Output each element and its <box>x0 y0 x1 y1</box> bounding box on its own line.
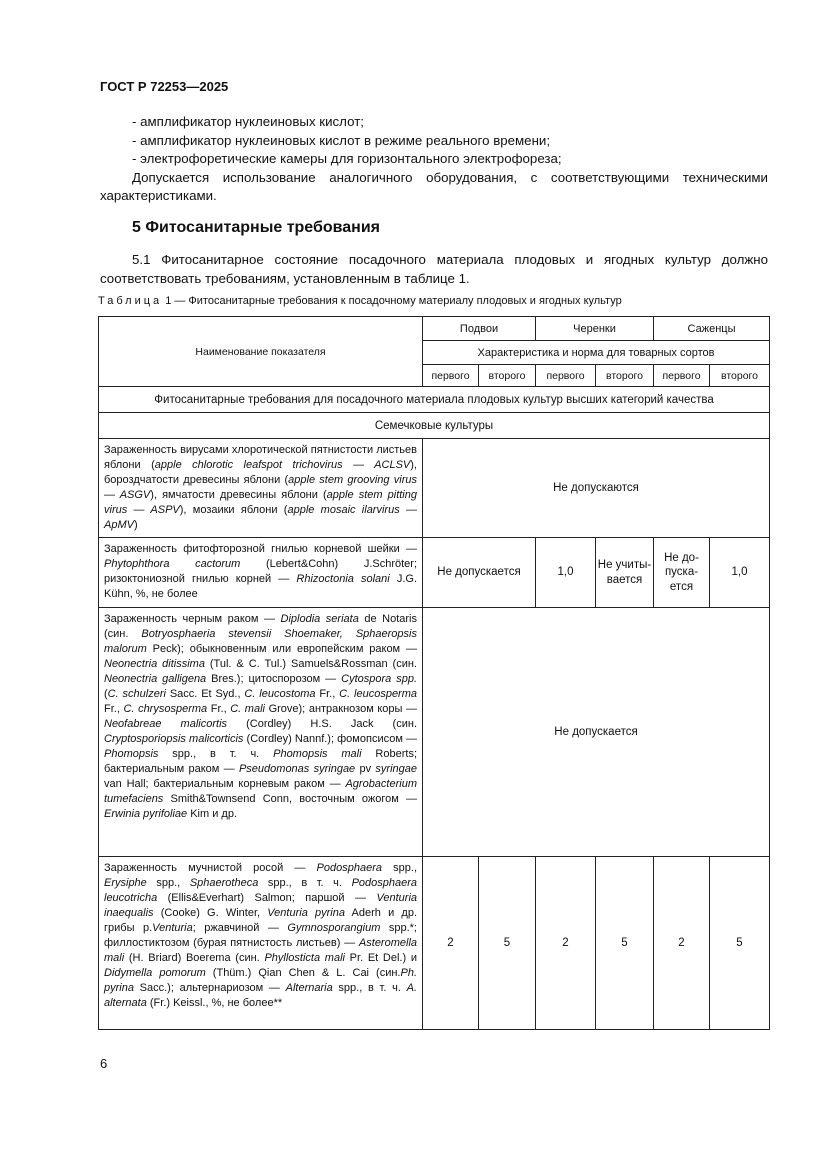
text-fragment: J.G. Kühn, %, не более <box>104 573 418 600</box>
page-number: 6 <box>100 1056 108 1071</box>
text-fragment: Smith&Townsend Conn, восточным ожогом — <box>163 793 417 805</box>
table-row <box>99 608 770 857</box>
text-fragment: spp.*; филлостиктозом (бурая пятнистость листьев) — <box>104 922 417 949</box>
latin-name: C. leucostoma <box>244 688 316 700</box>
value-cell: 5 <box>710 857 770 1030</box>
equipment-item: - амплификатор нуклеиновых кислот в режиме реального времени; <box>132 132 551 148</box>
latin-name: Agrobacterium tumefaciens <box>104 778 417 805</box>
value-cell: 1,0 <box>536 538 596 608</box>
column-group-seedlings: Саженцы <box>654 317 770 341</box>
text-fragment: Sacc.); альтернариозом — <box>133 982 286 994</box>
latin-name: syringae <box>375 763 417 775</box>
text-fragment: spp., в т. ч. <box>158 748 274 760</box>
text-fragment: spp., в т. ч. <box>258 877 352 889</box>
table-caption <box>98 295 622 307</box>
section-header-cell: Фитосанитарные требования для посадочного материала плодовых культур высших категорий качества <box>99 387 770 413</box>
value-cell: 2 <box>423 857 479 1030</box>
text-fragment: (Lebert&Cohn) J.Schröter; ризоктониозной гнилью корней — <box>104 558 417 585</box>
column-group-cuttings: Черенки <box>536 317 654 341</box>
equipment-list <box>100 113 768 206</box>
latin-name: apple chlorotic leafspot trichovirus — ACLSV <box>154 459 411 471</box>
text-fragment: Roberts; бактериальным раком — <box>104 748 417 775</box>
column-group-rootstocks: Подвои <box>423 317 536 341</box>
text-fragment: pv <box>355 763 376 775</box>
value-cell: 5 <box>596 857 654 1030</box>
latin-name: Podosphaera <box>316 862 382 874</box>
row-name-cell <box>99 439 423 538</box>
latin-name: Alternaria <box>285 982 333 994</box>
latin-name: Neonectria galligena <box>104 673 207 685</box>
grade-header: второго <box>596 365 654 387</box>
text-fragment: ), мозаики яблони ( <box>179 504 288 516</box>
latin-name: Neofabreae malicortis <box>104 718 228 730</box>
merged-value-cell: Не допускаются <box>423 439 770 538</box>
value-cell: Не учиты-вается <box>596 538 654 608</box>
text-fragment: (H. Briard) Boerema (син. <box>124 952 265 964</box>
text-fragment: Grove); антракнозом коры — <box>264 703 418 715</box>
latin-name: Cryptosporiopsis malicorticis <box>104 733 244 745</box>
latin-name: A. alternata <box>104 982 418 1009</box>
text-fragment: ), бороздчатости древесины яблони ( <box>104 459 417 486</box>
latin-name: C. mali <box>230 703 265 715</box>
section-paragraph: 5.1 Фитосанитарное состояние посадочного материала плодовых и ягодных культур должно соответствовать требованиям, установленным в таблице 1. <box>100 252 768 286</box>
text-fragment: de Notaris (син. <box>104 613 417 640</box>
text-fragment: Fr., <box>207 703 231 715</box>
latin-name: C. schulzeri <box>107 688 166 700</box>
text-fragment: van Hall; бактериальным корневым раком — <box>104 778 346 790</box>
text-fragment: spp., <box>146 877 190 889</box>
latin-name: Sphaerotheca <box>189 877 259 889</box>
latin-name: Cytospora spp. <box>341 673 417 685</box>
value-cell: 5 <box>479 857 536 1030</box>
text-fragment: ), ямчатости древесины яблони ( <box>150 489 327 501</box>
row-name-cell <box>99 608 423 857</box>
latin-name: Pseudomonas syringae <box>238 763 356 775</box>
text-fragment: spp., в т. ч. <box>332 982 407 994</box>
text-fragment: Kim и др. <box>187 808 238 820</box>
latin-name: C. leucosperma <box>339 688 417 700</box>
phytosanitary-table <box>98 316 770 1030</box>
text-fragment: Зараженность фитофторозной гнилью корневой шейки — <box>104 543 417 555</box>
text-fragment: ; ржавчиной — <box>192 922 288 934</box>
text-fragment: Зараженность вирусами хлоротической пятнистости листьев яблони ( <box>104 444 417 471</box>
value-cell: 1,0 <box>710 538 770 608</box>
table-caption-text: 1 — Фитосанитарные требования к посадочному материалу плодовых и ягодных культур <box>162 295 622 307</box>
latin-name: Asteromella mali <box>104 937 417 964</box>
text-fragment: Pr. Et Del.) и <box>344 952 418 964</box>
grade-header: первого <box>423 365 479 387</box>
latin-name: apple stem pitting virus — ASPV <box>104 489 417 516</box>
latin-name: Erysiphe <box>104 877 147 889</box>
text-fragment: Aderh и др. грибы р. <box>104 907 417 934</box>
latin-name: Phomopsis mali <box>273 748 362 760</box>
text-fragment: spp., <box>382 862 417 874</box>
subsection-header-cell: Семечковые культуры <box>99 413 770 439</box>
equipment-item: - электрофоретические камеры для горизонтального электрофореза; <box>132 151 562 166</box>
equipment-item: - амплификатор нуклеиновых кислот; <box>132 114 364 129</box>
latin-name: Diplodia seriata <box>280 613 359 625</box>
text-fragment: Зараженность черным раком — <box>104 613 281 625</box>
latin-name: Podosphaera leucotricha <box>104 877 418 904</box>
text-fragment: Bres.); цитоспорозом — <box>206 673 342 685</box>
latin-name: Erwinia pyrifoliae <box>104 808 188 820</box>
grade-header: первого <box>536 365 596 387</box>
latin-name: Venturia pyrina <box>267 907 345 919</box>
table-header-row <box>99 317 770 341</box>
value-cell: Не до-пуска-ется <box>654 538 710 608</box>
text-fragment: (Fr.) Keissl., %, не более** <box>146 997 283 1009</box>
value-cell: 2 <box>654 857 710 1030</box>
table-caption-word: Таблица <box>98 295 163 307</box>
latin-name: Rhizoctonia solani <box>296 573 390 585</box>
text-fragment: Sacc. Et Syd., <box>165 688 245 700</box>
text-fragment: (Tul. & C. Tul.) Samuels&Rossman (син. <box>204 658 417 670</box>
characteristic-header: Характеристика и норма для товарных сортов <box>423 341 770 365</box>
section-title: 5 Фитосанитарные требования <box>132 219 381 236</box>
text-fragment: Fr., <box>104 703 124 715</box>
table-row <box>99 439 770 538</box>
row-name-cell <box>99 857 423 1030</box>
text-fragment: (Thüm.) Qian Chen & L. Cai (син. <box>205 967 401 979</box>
latin-name: Gymnosporangium <box>287 922 381 934</box>
latin-name: Didymella pomorum <box>104 967 206 979</box>
text-fragment: Зараженность мучнистой росой — <box>104 862 317 874</box>
latin-name: Neonectria ditissima <box>104 658 205 670</box>
grade-header: второго <box>479 365 536 387</box>
latin-name: Ph. pyrina <box>104 967 417 994</box>
latin-name: Venturia inaequalis <box>104 892 417 919</box>
document-code: ГОСТ Р 72253—2025 <box>100 79 229 94</box>
text-fragment: (Cordley) H.S. Jack (син. <box>227 718 417 730</box>
latin-name: apple mosaic ilarvirus — ApMV <box>104 504 417 531</box>
table-row <box>99 857 770 1030</box>
grade-header: второго <box>710 365 770 387</box>
equipment-note: Допускается использование аналогичного оборудования, с соответствующими техническими характеристиками. <box>100 169 768 203</box>
latin-name: Phomopsis <box>104 748 159 760</box>
column-header-name: Наименование показателя <box>99 317 423 387</box>
rootstock-value-cell: Не допускается <box>423 538 536 608</box>
merged-value-cell: Не допускается <box>423 608 770 857</box>
grade-header: первого <box>654 365 710 387</box>
latin-name: Botryosphaeria stevensii Shoemaker, Sphaeropsis malorum <box>104 628 417 655</box>
table-section-row <box>99 387 770 413</box>
latin-name: Venturia <box>152 922 193 934</box>
text-fragment: ( <box>104 688 108 700</box>
latin-name: Phytophthora cactorum <box>104 558 241 570</box>
latin-name: Phyllosticta mali <box>264 952 345 964</box>
text-fragment: (Ellis&Everhart) Salmon; паршой — <box>157 892 377 904</box>
text-fragment: Fr., <box>315 688 340 700</box>
table-subsection-row <box>99 413 770 439</box>
text-fragment: ) <box>133 519 138 531</box>
row-name-cell <box>99 538 423 608</box>
latin-name: C. chrysosperma <box>123 703 208 715</box>
latin-name: apple stem grooving virus — ASGV <box>104 474 417 501</box>
table-row <box>99 538 770 608</box>
text-fragment: (Cordley) Nannf.); фомопсисом — <box>243 733 417 745</box>
text-fragment: (Cooke) G. Winter, <box>153 907 268 919</box>
value-cell: 2 <box>536 857 596 1030</box>
text-fragment: Peck); обыкновенным или европейским раком — <box>146 643 417 655</box>
